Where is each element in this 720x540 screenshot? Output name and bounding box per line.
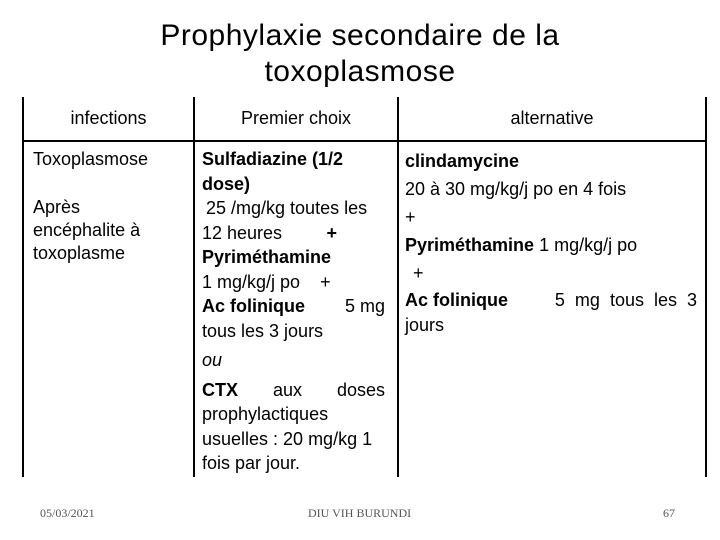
infection-context-1: Après xyxy=(33,196,81,217)
first-choice-drug-4: CTX xyxy=(202,379,238,400)
infection-context-3: toxoplasme xyxy=(33,242,126,263)
first-choice-drug-1-cont: dose) xyxy=(202,173,251,194)
infections-cell xyxy=(33,147,191,265)
alternative-dose-1: 20 à 30 mg/kg/j po en 4 fois xyxy=(405,179,627,199)
first-choice-dose-3: 5 mg xyxy=(344,296,385,316)
first-choice-dose-4-d: usuelles : 20 mg/kg 1 xyxy=(202,428,373,449)
first-choice-plus-2: + xyxy=(320,271,331,292)
first-choice-dose-4-c: prophylactiques xyxy=(202,404,329,424)
first-choice-or: ou xyxy=(202,350,223,370)
first-choice-dose-1-interval: 12 heures xyxy=(202,222,283,243)
alternative-plus-1: + xyxy=(405,207,416,227)
title-line-2: toxoplasmose xyxy=(264,55,456,88)
first-choice-dose-1: 25 /mg/kg toutes les xyxy=(206,198,368,218)
treatment-table xyxy=(22,97,707,477)
alternative-dose-3: 5 mg tous les 3 xyxy=(554,290,697,310)
first-choice-drug-2: Pyriméthamine xyxy=(202,247,332,267)
alternative-drug-2: Pyriméthamine xyxy=(405,235,535,255)
title-line-1: Prophylaxie secondaire de la xyxy=(160,19,560,52)
footer-center-label: DIU VIH BURUNDI xyxy=(308,506,412,520)
alternative-drug-3: Ac folinique xyxy=(405,290,508,310)
first-choice-dose-4-e: fois par jour. xyxy=(202,453,301,473)
first-choice-dose-4-b: doses xyxy=(336,379,385,400)
table-border-right xyxy=(705,97,707,477)
header-infections: infections xyxy=(70,108,147,128)
header-first-choice: Premier choix xyxy=(240,108,352,128)
alternative-dose-3-frequency: jours xyxy=(405,315,445,335)
header-alternative: alternative xyxy=(510,108,594,128)
first-choice-dose-2: 1 mg/kg/j po xyxy=(202,271,301,292)
infection-name: Toxoplasmose xyxy=(33,149,149,169)
table-border-left xyxy=(22,97,24,477)
alternative-drug-1: clindamycine xyxy=(405,151,520,171)
page-title xyxy=(0,18,720,90)
alternative-dose-2: 1 mg/kg/j po xyxy=(534,235,638,255)
first-choice-dose-4-a: aux xyxy=(272,379,302,400)
table-divider-1 xyxy=(193,97,195,477)
first-choice-drug-3: Ac folinique xyxy=(202,296,305,316)
alternative-cell xyxy=(405,147,697,337)
table-divider-2 xyxy=(397,97,399,477)
first-choice-plus-1: + xyxy=(326,222,337,243)
first-choice-cell xyxy=(202,147,385,476)
first-choice-dose-3-frequency: tous les 3 jours xyxy=(202,320,324,341)
header-divider xyxy=(22,140,707,142)
alternative-plus-2: + xyxy=(413,263,424,283)
footer-page-number: 67 xyxy=(663,506,675,520)
infection-context-2: encéphalite à xyxy=(33,219,141,240)
footer-date: 05/03/2021 xyxy=(40,506,95,520)
first-choice-drug-1: Sulfadiazine (1/2 xyxy=(202,149,344,169)
